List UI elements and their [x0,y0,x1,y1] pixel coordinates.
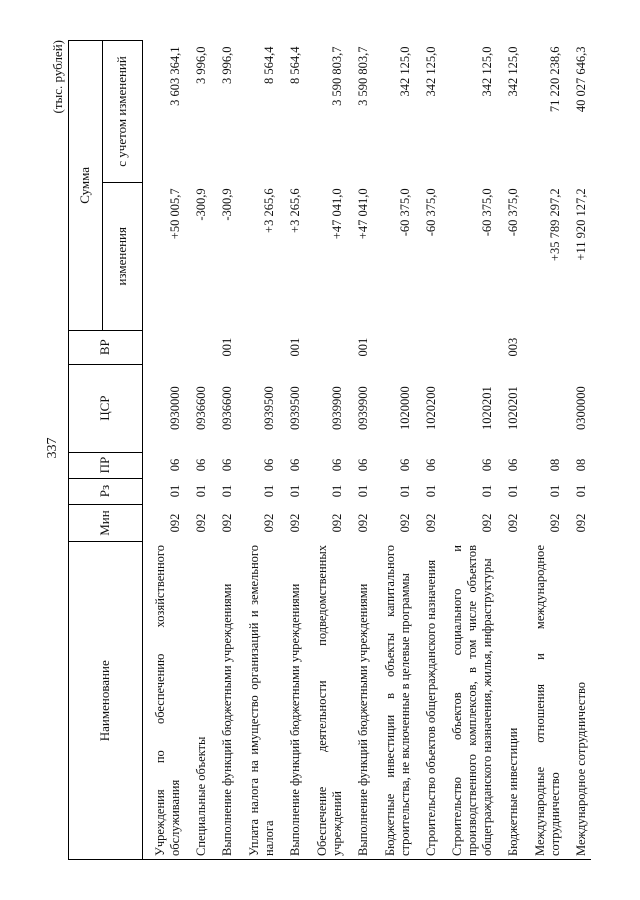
cell-csr: 0939900 [329,386,344,430]
page-number: 337 [45,437,60,459]
table-body [143,41,591,860]
cell-pr: 06 [167,458,182,472]
cell-total: 71 220 238,6 [547,46,562,113]
cell-change: -60 375,0 [423,188,438,237]
cell-min: 092 [547,513,562,533]
cell-name: Бюджетные инвестиции в объекты капитального строительства, не включенные в целевые программы [373,542,415,860]
cell-change: +50 005,7 [167,188,182,240]
cell-min: 092 [193,513,208,533]
cell-name: Бюджетные инвестиции [497,542,523,860]
table-row [373,41,415,860]
cell-min: 092 [397,513,412,533]
cell-csr: 0939500 [261,386,276,430]
cell-min: 092 [423,513,438,533]
cell-name: Уплата налога на имущество организаций и земельного налога [237,542,279,860]
cell-change: +47 041,0 [355,188,370,240]
cell-change: +3 265,6 [261,188,276,233]
cell-change: -60 375,0 [479,188,494,237]
cell-min: 092 [287,513,302,533]
cell-total: 342 125,0 [397,46,412,97]
cell-rz: 01 [355,484,370,498]
header-sum: Сумма [69,41,103,331]
cell-min: 092 [329,513,344,533]
cell-vr [373,330,415,364]
cell-vr: 001 [287,337,302,357]
cell-min: 092 [219,513,234,533]
cell-csr: 1020201 [479,386,494,430]
cell-change: -300,9 [193,188,208,221]
table-row [305,41,347,860]
cell-rz: 01 [547,484,562,498]
cell-vr: 001 [219,337,234,357]
cell-vr [185,330,211,364]
cell-change: +3 265,6 [287,188,302,233]
cell-change: -60 375,0 [505,188,520,237]
cell-rz: 01 [193,484,208,498]
cell-csr: 0936600 [193,386,208,430]
header-change: изменения [103,182,143,330]
cell-change: +11 920 127,2 [573,188,588,261]
cell-total: 3 590 803,7 [329,46,344,106]
cell-vr [305,330,347,364]
cell-vr [441,330,497,364]
cell-pr: 06 [193,458,208,472]
cell-total: 3 996,0 [193,46,208,84]
table-header [69,41,143,860]
cell-min: 092 [573,513,588,533]
cell-csr: 1020000 [397,386,412,430]
cell-csr: 0300000 [573,386,588,430]
cell-rz: 01 [505,484,520,498]
header-min: Мин [69,504,143,542]
cell-csr: 1020201 [505,386,520,430]
cell-min: 092 [505,513,520,533]
cell-rz: 01 [397,484,412,498]
table-row [237,41,279,860]
cell-vr: 003 [505,337,520,357]
cell-total: 342 125,0 [423,46,438,97]
cell-csr: 0930000 [167,386,182,430]
units-label: (тыс. рублей) [50,40,65,114]
cell-rz: 01 [329,484,344,498]
table-row [185,41,211,860]
cell-name: Строительство объектов общегражданского назначения [415,542,441,860]
cell-pr: 08 [547,458,562,472]
cell-total: 8 564,4 [287,46,302,84]
cell-name: Обеспечение деятельности подведомственных учреждений [305,542,347,860]
cell-csr: 0939500 [287,386,302,430]
header-name: Наименование [69,542,143,860]
cell-pr: 06 [423,458,438,472]
cell-pr: 06 [479,458,494,472]
budget-table-sheet [50,40,590,860]
cell-name: Выполнение функций бюджетными учреждениями [347,542,373,860]
cell-rz: 01 [573,484,588,498]
cell-change: -60 375,0 [397,188,412,237]
cell-name: Специальные объекты [185,542,211,860]
cell-rz: 01 [479,484,494,498]
table-row [441,41,497,860]
cell-name: Выполнение функций бюджетными учреждениями [211,542,237,860]
cell-name: Выполнение функций бюджетными учреждениями [279,542,305,860]
cell-csr: 0939900 [355,386,370,430]
cell-rz: 01 [261,484,276,498]
cell-min: 092 [167,513,182,533]
cell-pr: 06 [329,458,344,472]
cell-csr: 1020200 [423,386,438,430]
cell-vr: 001 [355,337,370,357]
cell-total: 40 027 646,3 [573,46,588,113]
cell-pr: 06 [219,458,234,472]
cell-pr: 06 [287,458,302,472]
cell-name: Строительство объектов социального и производственного комплексов, в том числе объектов общегражданского назначения, жилья, инфраструктуры [441,542,497,860]
cell-csr: 0936600 [219,386,234,430]
cell-vr [565,330,591,364]
cell-pr: 08 [573,458,588,472]
cell-pr: 06 [505,458,520,472]
header-rz: Рз [69,478,143,504]
cell-pr: 06 [261,458,276,472]
cell-change: +35 789 297,2 [547,188,562,262]
cell-name: Международные отношения и международное сотрудничество [523,542,565,860]
cell-min: 092 [479,513,494,533]
cell-total: 342 125,0 [479,46,494,97]
header-vr: ВР [69,330,143,364]
cell-min: 092 [261,513,276,533]
header-with-changes: с учетом изменений [103,41,143,183]
cell-change: +47 041,0 [329,188,344,240]
cell-rz: 01 [219,484,234,498]
table-row [565,41,591,860]
budget-table [68,40,591,860]
cell-name: Учреждения по обеспечению хозяйственного обслуживания [143,542,185,860]
cell-min: 092 [355,513,370,533]
header-csr: ЦСР [69,364,143,452]
table-row [279,41,305,860]
cell-total: 3 590 803,7 [355,46,370,106]
table-row [143,41,185,860]
cell-total: 3 996,0 [219,46,234,84]
cell-rz: 01 [167,484,182,498]
cell-vr [143,330,185,364]
cell-pr: 06 [355,458,370,472]
table-row [347,41,373,860]
table-row [415,41,441,860]
cell-total: 8 564,4 [261,46,276,84]
table-row [497,41,523,860]
cell-total: 3 603 364,1 [167,46,182,106]
cell-csr [523,364,565,452]
table-row [523,41,565,860]
header-pr: ПР [69,452,143,478]
cell-name: Международное сотрудничество [565,542,591,860]
cell-total: 342 125,0 [505,46,520,97]
cell-vr [237,330,279,364]
cell-rz: 01 [423,484,438,498]
cell-vr [523,330,565,364]
table-row [211,41,237,860]
cell-pr: 06 [397,458,412,472]
cell-change: -300,9 [219,188,234,221]
cell-vr [415,330,441,364]
cell-rz: 01 [287,484,302,498]
